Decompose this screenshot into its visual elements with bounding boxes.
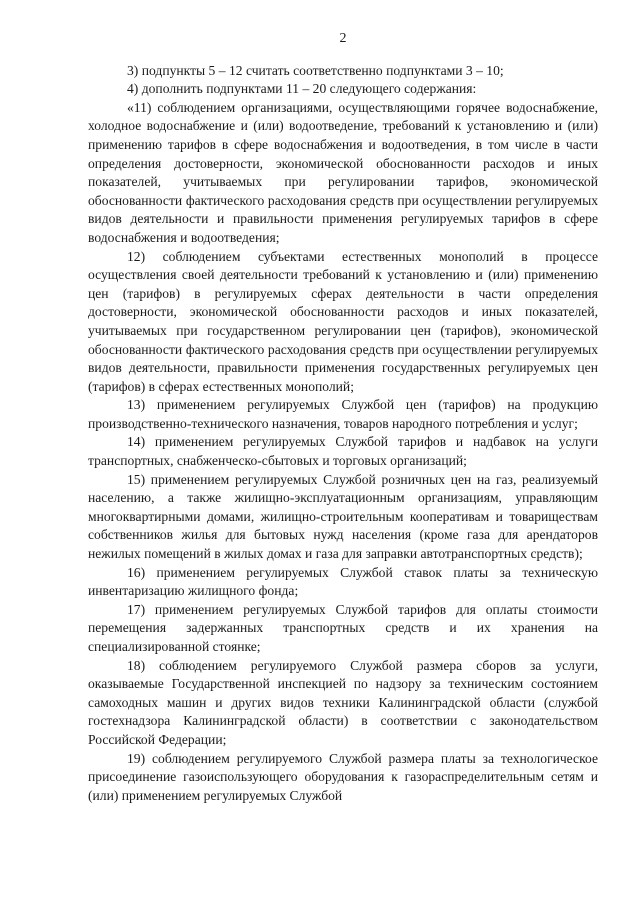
paragraph-subitem-11: «11) соблюдением организациями, осуществляющими горячее водоснабжение, холодное водоснабжение и (или) водоотведение, требований к установлению и (или) применению тарифов в сфере водоснабжения и водоотведения, в том числе в части определения достоверности, экономической обоснованности расходов и иных показателей, учитываемых при регулировании тарифов, экономической обоснованности фактического расходования средств при осуществлении регулируемых видов деятельности и правильности применения регулируемых тарифов в сфере водоснабжения и водоотведения; (88, 99, 598, 245)
paragraph-item-4: 4) дополнить подпунктами 11 – 20 следующего содержания: (127, 81, 477, 97)
paragraph-subitem-15: 15) применением регулируемых Службой розничных цен на газ, реализуемый населению, а также жилищно-эксплуатационным организациям, управляющим многоквартирными домами, жилищно-строительным кооперативам и товариществам собственников жилья для бытовых нужд населения (кроме газа для арендаторов нежилых помещений в жилых домах и газа для заправки автотранспортных средств); (88, 471, 598, 562)
paragraph-subitem-16: 16) применением регулируемых Службой ставок платы за техническую инвентаризацию жилищного фонда; (88, 564, 598, 599)
paragraph-subitem-19: 19) соблюдением регулируемого Службой размера платы за технологическое присоединение газоиспользующего оборудования к газораспределительным сетям и (или) применением регулируемых Службой (88, 750, 598, 803)
paragraph-subitem-12: 12) соблюдением субъектами естественных монополий в процессе осуществления своей деятельности требований к установлению и (или) применению цен (тарифов) в регулируемых сферах деятельности в части определения достоверности, экономической обоснованности расходов и иных показателей, учитываемых при государственном регулировании цен (тарифов), экономической обоснованности фактического расходования средств при осуществлении регулируемых видов деятельности, правильности применения государственных регулируемых цен (тарифов) в сферах естественных монополий; (88, 248, 598, 394)
document-page (88, 30, 598, 805)
page-number: 2 (339, 31, 347, 46)
paragraph-subitem-18: 18) соблюдением регулируемого Службой размера сборов за услуги, оказываемые Государственной инспекцией по надзору за техническим состоянием самоходных машин и других видов техники Калининградской области (службой гостехнадзора Калининградской области) в соответствии с законодательством Российской Федерации; (88, 657, 598, 747)
paragraph-subitem-17: 17) применением регулируемых Службой тарифов для оплаты стоимости перемещения задержанных транспортных средств и их хранения на специализированной стоянке; (88, 601, 598, 654)
paragraph-subitem-13: 13) применением регулируемых Службой цен (тарифов) на продукцию производственно-технического назначения, товаров народного потребления и услуг; (88, 397, 598, 431)
paragraph-item-3: 3) подпункты 5 – 12 считать соответственно подпунктами 3 – 10; (127, 62, 504, 78)
paragraph-subitem-14: 14) применением регулируемых Службой тарифов и надбавок на услуги транспортных, снабженческо-сбытовых и торговых организаций; (88, 434, 598, 469)
